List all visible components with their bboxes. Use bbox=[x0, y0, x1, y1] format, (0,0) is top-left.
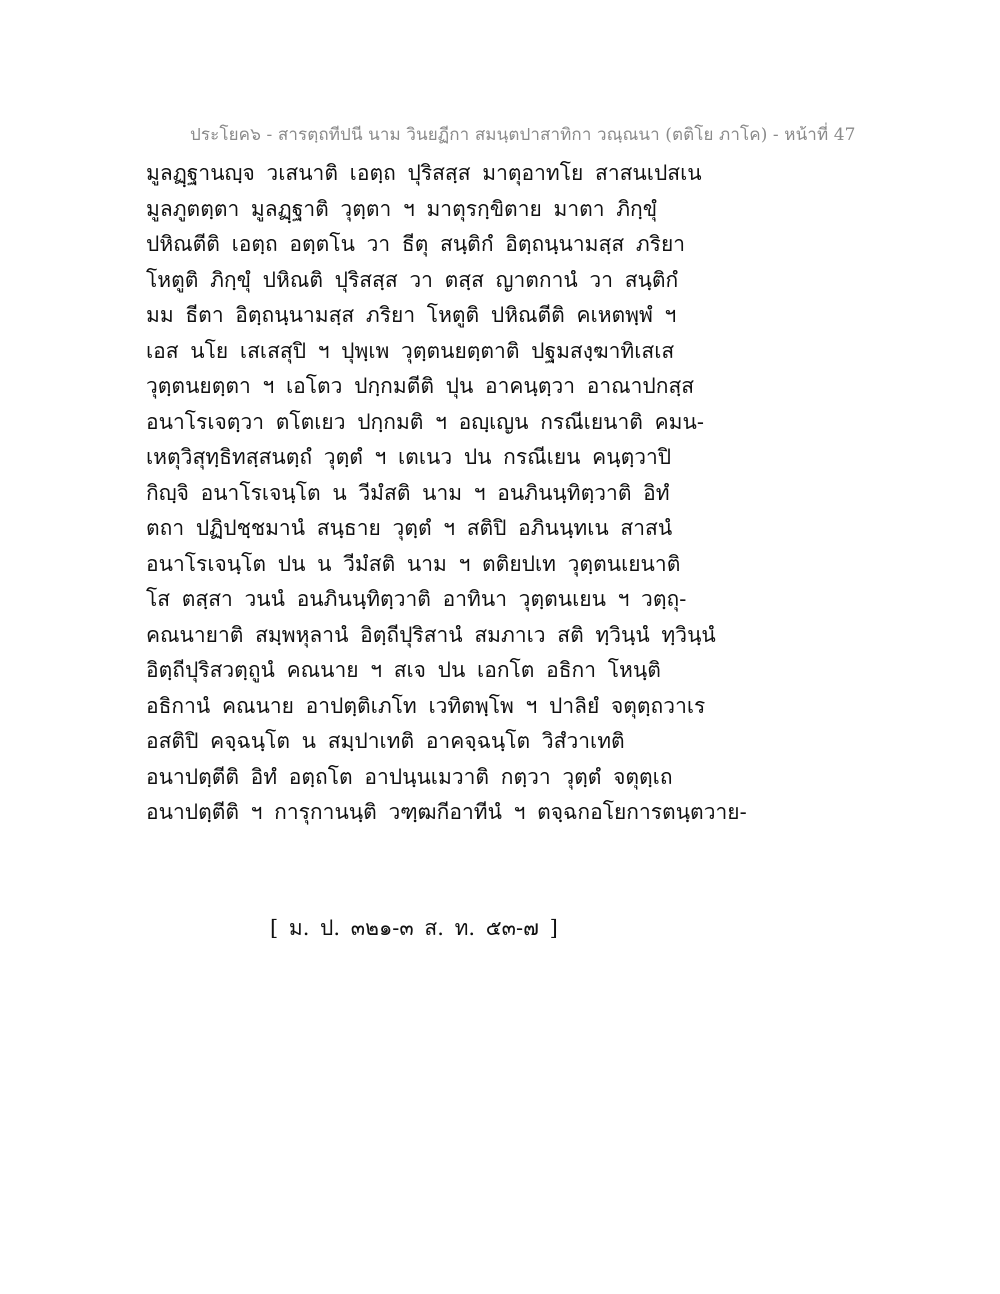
text-line: อนาปตฺตีติ ฯ การุกานนฺติ วฑฺฒกีอาทีนํ ฯ ตจฺฉกอโยการตนฺตวาย- bbox=[146, 800, 747, 824]
text-line: อนาปตฺตีติ อิทํ อตฺถโต อาปนฺนเมวาติ กตฺวา วุตฺตํ จตุตฺเถ bbox=[146, 764, 673, 789]
text-line: อสติปิ คจฺฉนฺโต น สมฺปาเทติ อาคจฺฉนฺโต วิสํวาเทติ bbox=[146, 729, 625, 753]
text-line: ตถา ปฏิปชฺชมานํ สนฺธาย วุตฺตํ ฯ สติปิ อภินนฺทเน สาสนํ bbox=[146, 516, 673, 540]
text-line: กิญฺจิ อนาโรเจนฺโต น วีมํสติ นาม ฯ อนภินนฺทิตฺวาติ อิทํ bbox=[146, 480, 670, 505]
text-line: โหตูติ ภิกฺขุํ ปหิณติ ปุริสสฺส วา ตสฺส ญาตกานํ วา สนฺติกํ bbox=[146, 267, 679, 292]
text-line: มูลภูตตฺตา มูลฏฺฐาติ วุตฺตา ฯ มาตุรกฺขิตาย มาตา ภิกฺขุํ bbox=[146, 196, 658, 221]
text-line: โส ตสฺสา วนนํ อนภินนฺทิตฺวาติ อาทินา วุตฺตนเยน ฯ วตฺถุ- bbox=[146, 587, 687, 611]
text-line: อธิกานํ คณนาย อาปตฺติเภโท เวทิตพฺโพ ฯ ปาลิยํ จตุตฺถวาเร bbox=[146, 693, 706, 718]
text-line: เหตุวิสุทฺธิทสฺสนตฺถํ วุตฺตํ ฯ เตเนว ปน กรณีเยน คนฺตฺวาปิ bbox=[146, 445, 672, 469]
text-line: เอส นโย เสเสสุปิ ฯ ปุพฺเพ วุตฺตนยตฺตาติ ปฐมสงฺฆาทิเสเส bbox=[146, 338, 675, 363]
text-line: คณนายาติ สมฺพหุลานํ อิตฺถีปุริสานํ สมภาเว สติ ทฺวินฺนํ ทฺวินฺนํ bbox=[146, 622, 716, 647]
text-line: อนาโรเจนฺโต ปน น วีมํสติ นาม ฯ ตติยปเท วุตฺตนเยนาติ bbox=[146, 551, 681, 576]
text-line: อนาโรเจตฺวา ตโตเยว ปกฺกมติ ฯ อญฺเญน กรณีเยนาติ คมน- bbox=[146, 409, 704, 434]
body-text bbox=[146, 156, 866, 831]
text-line: มูลฏฺฐานญฺจ วเสนาติ เอตฺถ ปุริสสฺส มาตุอาทโย สาสนเปสเน bbox=[146, 161, 702, 185]
running-header: ประโยค๖ - สารตฺถทีปนี นาม วินยฏีกา สมนฺตปาสาทิกา วณฺณนา (ตติโย ภาโค) - หน้าที่ 47 bbox=[190, 125, 856, 145]
text-line: ปหิณตีติ เอตฺถ อตฺตโน วา ธีตุ สนฺติกํ อิตฺถนฺนามสฺส ภริยา bbox=[146, 232, 686, 256]
source-reference: [ ม. ป. ๓๒๑-๓ ส. ท. ๕๓-๗ ] bbox=[270, 916, 558, 940]
text-line: วุตฺตนยตฺตา ฯ เอโตว ปกฺกมตีติ ปุน อาคนฺตฺวา อาณาปกสฺส bbox=[146, 374, 695, 398]
text-line: มม ธีตา อิตฺถนฺนามสฺส ภริยา โหตูติ ปหิณตีติ คเหตพฺพํ ฯ bbox=[146, 303, 677, 327]
text-line: อิตฺถีปุริสวตฺถูนํ คณนาย ฯ สเจ ปน เอกโต อธิกา โหนฺติ bbox=[146, 658, 661, 682]
